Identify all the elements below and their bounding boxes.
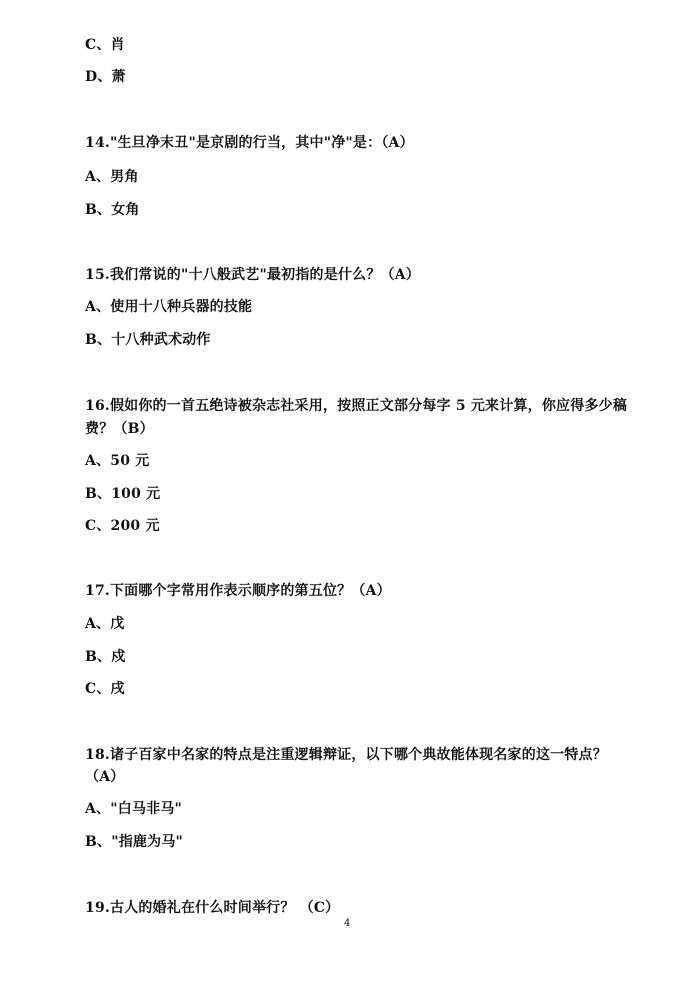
question-line: 18.诸子百家中名家的特点是注重逻辑辩证，以下哪个典故能体现名家的这一特点？ <box>85 747 607 763</box>
option-line: B、戍 <box>85 649 126 665</box>
option-line: C、肖 <box>85 37 125 53</box>
option-line: A、男角 <box>85 169 139 185</box>
question-line: 14."生旦净末丑"是京剧的行当，其中"净"是：（A） <box>85 135 414 151</box>
option-line: D、萧 <box>85 69 126 85</box>
option-line: B、100 元 <box>85 486 161 502</box>
question-line: 16.假如你的一首五绝诗被杂志社采用，按照正文部分每字 5 元来计算，你应得多少稿 <box>85 398 628 414</box>
option-line: C、戌 <box>85 681 125 697</box>
option-line: A、使用十八种兵器的技能 <box>85 299 253 315</box>
question-line: 19.古人的婚礼在什么时间举行？ （C） <box>85 900 340 916</box>
option-line: B、"指鹿为马" <box>85 834 184 850</box>
question-line: 15.我们常说的"十八般武艺"最初指的是什么？（A） <box>85 267 421 283</box>
option-line: A、"白马非马" <box>85 801 183 817</box>
question-line-continued: 费？（B） <box>85 421 154 437</box>
option-line: C、200 元 <box>85 518 160 534</box>
option-line: A、50 元 <box>85 453 150 469</box>
option-line: B、十八种武术动作 <box>85 332 211 348</box>
question-line-continued: （A） <box>85 769 125 785</box>
option-line: A、戊 <box>85 616 125 632</box>
question-line: 17.下面哪个字常用作表示顺序的第五位？（A） <box>85 583 391 599</box>
page-number: 4 <box>344 918 351 929</box>
option-line: B、女角 <box>85 202 140 218</box>
